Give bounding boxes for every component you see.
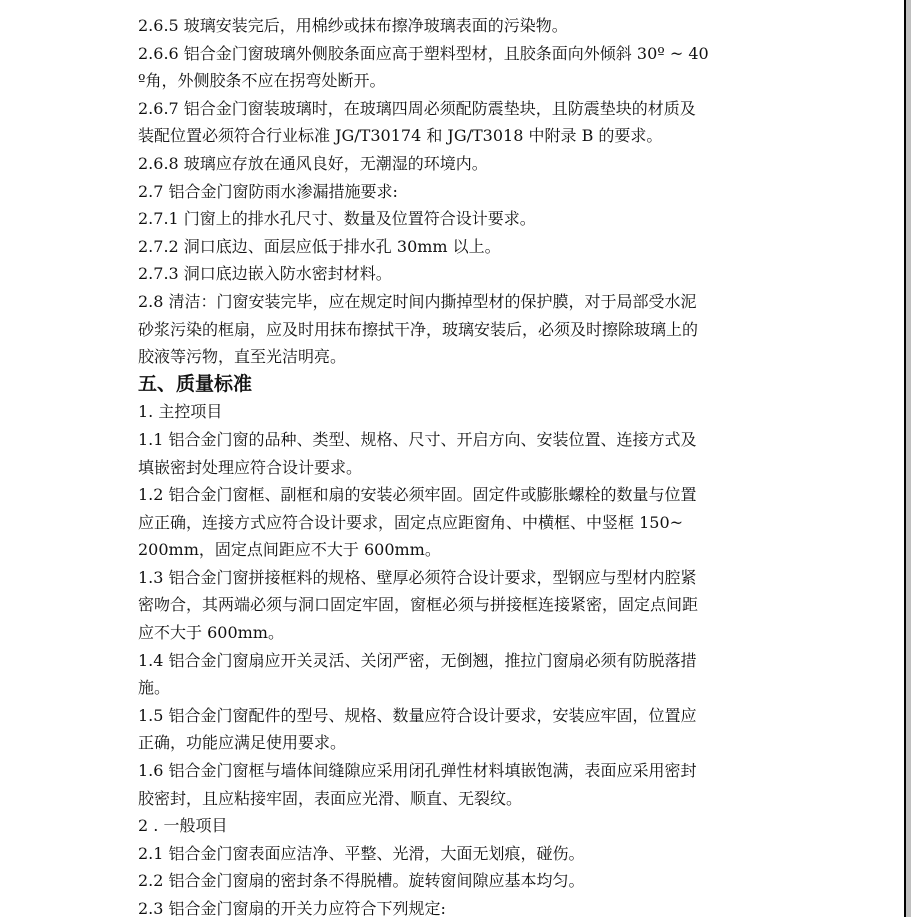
- text-line: 正确，功能应满足使用要求。: [138, 733, 347, 753]
- text-line: 胶密封，且应粘接牢固，表面应光滑、顺直、无裂纹。: [138, 788, 523, 808]
- text-line: 2.3 铝合金门窗扇的开关力应符合下列规定:: [138, 899, 446, 918]
- text-line: 胶液等污物，直至光洁明亮。: [138, 347, 347, 367]
- text-line: º角，外侧胶条不应在拐弯处断开。: [138, 71, 386, 91]
- text-line: 2.8 清洁：门窗安装完毕，应在规定时间内撕掉型材的保护膜，对于局部受水泥: [138, 291, 697, 311]
- text-line: 2.7 铝合金门窗防雨水渗漏措施要求:: [138, 181, 398, 201]
- text-line: 2.2 铝合金门窗扇的密封条不得脱槽。旋转窗间隙应基本均匀。: [138, 871, 585, 891]
- text-line: 2.6.7 铝合金门窗装玻璃时，在玻璃四周必须配防震垫块，且防震垫块的材质及: [138, 98, 696, 118]
- text-line: 2 . 一般项目: [138, 816, 228, 836]
- document-body: [138, 12, 776, 923]
- text-line: 1.2 铝合金门窗框、副框和扇的安装必须牢固。固定件或膨胀螺栓的数量与位置: [138, 485, 697, 505]
- text-line: 2.1 铝合金门窗表面应洁净、平整、光滑，大面无划痕，碰伤。: [138, 843, 585, 863]
- text-line: 2.7.3 洞口底边嵌入防水密封材料。: [138, 264, 392, 284]
- text-line: 1.5 铝合金门窗配件的型号、规格、数量应符合设计要求，安装应牢固，位置应: [138, 705, 697, 725]
- text-line: 2.7.2 洞口底边、面层应低于排水孔 30mm 以上。: [138, 236, 501, 256]
- text-line: 1.3 铝合金门窗拼接框料的规格、壁厚必须符合设计要求，型钢应与型材内腔紧: [138, 567, 697, 587]
- text-line: 装配位置必须符合行业标准 JG/T30174 和 JG/T3018 中附录 B 的要求。: [138, 126, 663, 146]
- text-line: 1. 主控项目: [138, 402, 223, 422]
- text-line: 填嵌密封处理应符合设计要求。: [138, 457, 363, 477]
- text-line: 1.1 铝合金门窗的品种、类型、规格、尺寸、开启方向、安装位置、连接方式及: [138, 429, 697, 449]
- text-line: 1.4 铝合金门窗扇应开关灵活、关闭严密，无倒翘，推拉门窗扇必须有防脱落措: [138, 650, 697, 670]
- text-line: 2.6.8 玻璃应存放在通风良好，无潮湿的环境内。: [138, 153, 488, 173]
- text-line: 2.6.5 玻璃安装完后，用棉纱或抹布擦净玻璃表面的污染物。: [138, 16, 568, 35]
- text-line: 2.6.6 铝合金门窗玻璃外侧胶条面应高于塑料型材，且胶条面向外倾斜 30º ~ 40: [138, 43, 709, 63]
- text-line: 200mm，固定点间距应不大于 600mm。: [138, 540, 441, 560]
- text-line: 1.6 铝合金门窗框与墙体间缝隙应采用闭孔弹性材料填嵌饱满，表面应采用密封: [138, 761, 697, 781]
- text-line: 密吻合，其两端必须与洞口固定牢固，窗框必须与拼接框连接紧密，固定点间距: [138, 595, 699, 615]
- text-line: 应不大于 600mm。: [138, 623, 284, 643]
- text-line: 2.7.1 门窗上的排水孔尺寸、数量及位置符合设计要求。: [138, 209, 536, 229]
- text-line: 砂浆污染的框扇，应及时用抹布擦拭干净，玻璃安装后，必须及时擦除玻璃上的: [138, 319, 699, 339]
- text-line: 施。: [138, 678, 171, 698]
- page-shadow: [906, 0, 911, 917]
- section-heading: 五、质量标准: [138, 372, 253, 395]
- text-line: 应正确，连接方式应符合设计要求，固定点应距窗角、中横框、中竖框 150~: [138, 512, 684, 532]
